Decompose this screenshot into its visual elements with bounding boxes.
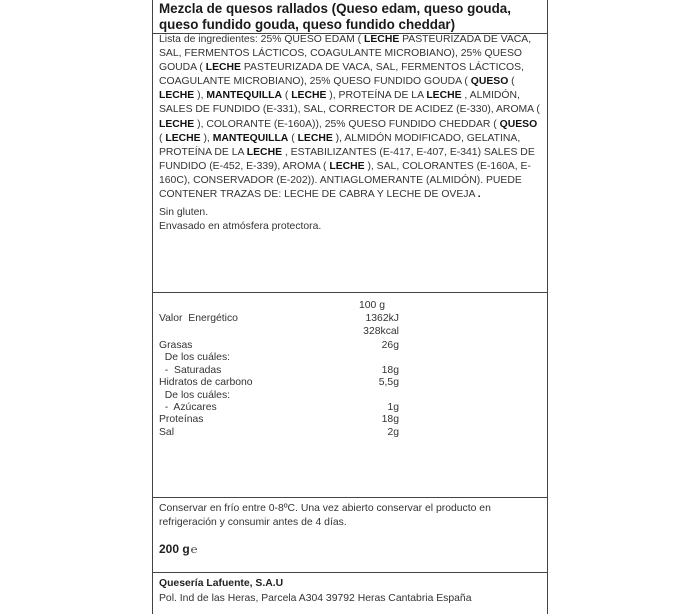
nutrition-row bbox=[159, 426, 399, 439]
allergen-text: LECHE bbox=[246, 146, 282, 158]
nutrition-label: Grasas bbox=[159, 340, 193, 351]
nutrition-label: - Azúcares bbox=[159, 402, 217, 413]
allergen-text: LECHE bbox=[364, 34, 400, 45]
company-address: Pol. Ind de las Heras, Parcela A304 39792 Heras Cantabria España bbox=[159, 593, 472, 604]
nutrition-value: 1362kJ bbox=[365, 313, 399, 324]
allergen-text: MANTEQUILLA bbox=[206, 90, 282, 102]
nutrition-label: De los cuáles: bbox=[159, 352, 231, 363]
net-weight bbox=[159, 542, 197, 556]
ingredient-text: ), COLORANTE (E-160A)), 25% QUESO FUNDIDO CHEDDAR ( bbox=[194, 118, 500, 130]
allergen-text: LECHE bbox=[291, 90, 327, 102]
allergen-text: LECHE bbox=[297, 132, 333, 144]
allergen-text: LECHE bbox=[329, 160, 365, 172]
nutrition-per-100g: 100 g bbox=[358, 300, 385, 311]
ingredient-text: ), SAL, COLORANTES (E-160A, E-160C), CONSERVADOR (E-202)). ANTIAGLOMERANTE (ALMIDÓN). PUEDE CONTENER TRAZAS DE: LECHE DE CABRA Y LECHE DE OVEJA bbox=[159, 160, 531, 201]
ingredient-text: ( bbox=[288, 132, 298, 144]
nutrition-value: 26g bbox=[381, 340, 399, 351]
nutrition-row bbox=[159, 312, 399, 325]
nutrition-row bbox=[159, 413, 399, 426]
estimated-sign-icon: ℮ bbox=[190, 544, 198, 556]
nutrition-top-divider bbox=[153, 292, 547, 293]
nutrition-label: Sal bbox=[159, 427, 175, 438]
nutrition-label: Proteínas bbox=[159, 414, 204, 425]
ingredient-text: ( bbox=[508, 76, 515, 88]
allergen-text: LECHE bbox=[159, 118, 195, 130]
gluten-note: Sin gluten. bbox=[159, 207, 209, 218]
ingredient-text: PASTEURIZADA DE VACA, SAL, FERMENTOS LÁCTICOS, COAGULANTE MICROBIANO), 25% QUESO FUNDIDO GOUDA ( bbox=[159, 62, 524, 88]
nutrition-bottom-divider bbox=[153, 497, 547, 498]
ingredient-text: ), bbox=[194, 90, 207, 102]
nutrition-row bbox=[159, 351, 399, 364]
ingredient-text: ), ALMIDÓN MODIFICADO, GELATINA, PROTEÍNA DE LA bbox=[159, 132, 521, 158]
nutrition-value: 5,5g bbox=[378, 377, 399, 388]
storage-instructions: Conservar en frío entre 0-8ºC. Una vez abierto conservar el producto en refrigeración y consumir antes de 4 días. bbox=[159, 503, 491, 529]
ingredient-text: , ESTABILIZANTES (E-417, E-407, E-341) SALES DE FUNDIDO (E-452, E-339), AROMA ( bbox=[159, 146, 535, 172]
ingredient-text: Lista de ingredientes: 25% QUESO EDAM ( bbox=[159, 34, 365, 45]
allergen-text: LECHE bbox=[159, 90, 195, 102]
nutrition-row bbox=[159, 325, 399, 338]
allergen-text: LECHE bbox=[426, 90, 462, 102]
net-weight-value: 200 g bbox=[159, 542, 190, 556]
nutrition-label: Valor Energético bbox=[159, 313, 238, 324]
allergen-text: . bbox=[477, 189, 481, 201]
nutrition-value: 18g bbox=[381, 365, 399, 376]
packaging-note: Envasado en atmósfera protectora. bbox=[159, 221, 322, 232]
nutrition-value: 1g bbox=[387, 402, 399, 413]
ingredient-text: ( bbox=[159, 132, 166, 144]
company-divider bbox=[153, 572, 547, 573]
ingredient-text: , ALMIDÓN, SALES DE FUNDIDO (E-331), SAL, CORRECTOR DE ACIDEZ (E-330), AROMA ( bbox=[159, 90, 540, 116]
product-title: Mezcla de quesos rallados (Queso edam, queso gouda, queso fundido gouda, queso fundido cheddar) bbox=[159, 1, 511, 32]
ingredient-text: ( bbox=[281, 90, 292, 102]
nutrition-label: - Saturadas bbox=[159, 365, 222, 376]
ingredients-list bbox=[159, 33, 543, 202]
nutrition-label: Hidratos de carbono bbox=[159, 377, 253, 388]
nutrition-value: 18g bbox=[381, 414, 399, 425]
label-panel bbox=[152, 0, 548, 614]
ingredient-text: ), PROTEÍNA DE LA bbox=[326, 90, 427, 102]
ingredient-text: PASTEURIZADA DE VACA, SAL, FERMENTOS LÁCTICOS, COAGULANTE MICROBIANO), 25% QUESO GOUDA ( bbox=[159, 34, 532, 74]
nutrition-label: De los cuáles: bbox=[159, 390, 231, 401]
allergen-text: MANTEQUILLA bbox=[212, 132, 289, 144]
nutrition-row bbox=[159, 376, 399, 389]
nutrition-value: 328kcal bbox=[363, 326, 399, 337]
nutrition-value: 2g bbox=[387, 427, 399, 438]
allergen-text: QUESO bbox=[470, 76, 509, 88]
allergen-text: LECHE bbox=[165, 132, 201, 144]
allergen-text: QUESO bbox=[499, 118, 538, 130]
nutrition-header bbox=[159, 299, 399, 312]
allergen-text: LECHE bbox=[205, 62, 241, 74]
ingredient-text: ), bbox=[200, 132, 213, 144]
company-name: Quesería Lafuente, S.A.U bbox=[159, 578, 284, 589]
